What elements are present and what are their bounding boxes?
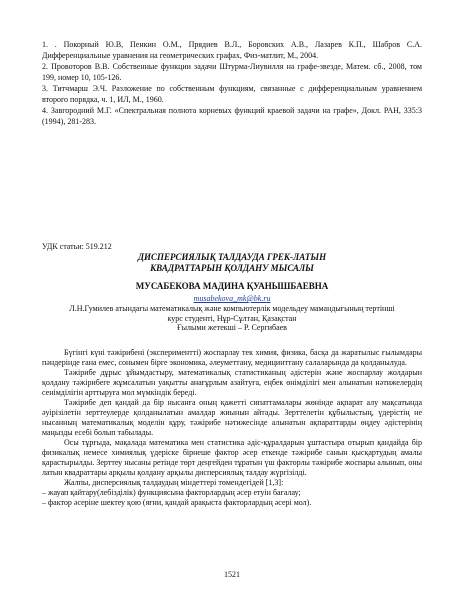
list-item: – фактор әсеріне шектеу қою (яғни, қандай арақыста факторлардың әсері мол). <box>42 498 312 507</box>
affiliation <box>42 304 422 333</box>
paragraph: Жалпы, дисперсиялық талдаудың міндеттері төмендегідей [1,3]: <box>64 478 284 487</box>
list-item: – жауап қайтару(лебізділік) функциясына факторлардың әсер етуін бағалау; <box>42 488 301 497</box>
paragraph: Тәжірибе дұрыс ұйымдастыру, математикалық статистиканың әдістерін және жоспарлау жолдарын қолдану тәжірибеге жұмсалатын уақытты анағұрлым азайтуға, еңбек өнімділігі мен алынатын нәтижелердің сенімділігін арттыруға мол мүмкіндік береді. <box>42 368 422 397</box>
reference-item: 1. . Покорный Ю.В, Пенкин О.М., Прядиев В.Л., Боровских А.В., Лазарев К.П., Шабров С.А. Дифференциальные уравнения на геометрических графах, Физ-матлит, М., 2004. <box>42 40 422 60</box>
article-title <box>42 252 422 274</box>
title-line: ДИСПЕРСИЯЛЫҚ ТАЛДАУДА ГРЕК-ЛАТЫН <box>137 252 327 262</box>
paragraph: Тәжірибе деп қандай да бір нысанға оның қажетті сипаттамалары жөнінде ақпарат алу мақсатында әуірізілетін зерттеулерде қолданылатын амалдар жиынын айтады. Зерттелетін құбылыстың, үдерістің не нысанның математикалық моделін құру, тәжірибе нәтижесінде алынатын ақпараттарды өңдеу әдістерінің маңызды есебі болып табылады. <box>42 398 422 437</box>
page-number: 1521 <box>224 570 240 579</box>
author-name: МУСАБЕКОВА МАДИНА ҚУАНЫШБАЕВНА <box>135 281 329 291</box>
affiliation-line: Л.Н.Гумилев атындағы математикалық және компьютерлік модельдеу мамандығының тертінші <box>69 304 395 313</box>
reference-item: 3. Титчмарш Э.Ч. Разложение по собственным функциям, связанные с дифференциальным уравнением второго порядка, ч. 1, ИЛ, М., 1960. <box>42 84 422 104</box>
reference-item: 4. Завгородний М.Г. «Спектральная полнота корневых функций краевой задачи на графе», Докл. РАН, 335:3 (1994), 281-283. <box>42 106 422 126</box>
author-email-link[interactable]: musabekova_mk@bk.ru <box>193 294 271 303</box>
reference-list <box>42 40 422 128</box>
udc-code: УДК статьи: 519.212 <box>42 242 112 251</box>
affiliation-line: курс студенті, Нұр-Сұлтан, Қазақстан <box>167 313 297 323</box>
title-line: КВАДРАТТАРЫН ҚОЛДАНУ МЫСАЛЫ <box>150 263 314 273</box>
reference-item: 2. Провоторов В.В. Собственные функции задачи Штурма-Лиувилля на графе-звезде, Матем. сб., 2008, том 199, номер 10, 105-126. <box>42 62 422 82</box>
article-body <box>42 348 422 508</box>
paragraph: Бүгінгі күні тәжірибені (эксперименттi) жоспарлау тек химия, физика, басқа да жаратылыс ғылымдары пәндерінде ғана емес, сонымен бірге экономика, әлеуметтану, медицинттану салаларында да қолданылуда. <box>42 348 422 367</box>
paragraph: Осы тұрғыда, мақалада математика мен статистика әдіс-құралдарын ұштастыра отырып қандайда бір физикалық немесе химиялық үдеріске бірнеше фактор әсер еткенде тәжірибе санын қысқартудың амалы қарастырылды. Зерттеу нысаны ретінде төрт деңгейден тұратын үш факторлы тәжірибе жоспары алынып, оны латын квадраттары арқылы қолдану арқылы дисперсиялық талдау жүргізілді. <box>42 438 422 477</box>
affiliation-line: Ғылыми жетекші – Р. Сергибаев <box>177 323 287 332</box>
